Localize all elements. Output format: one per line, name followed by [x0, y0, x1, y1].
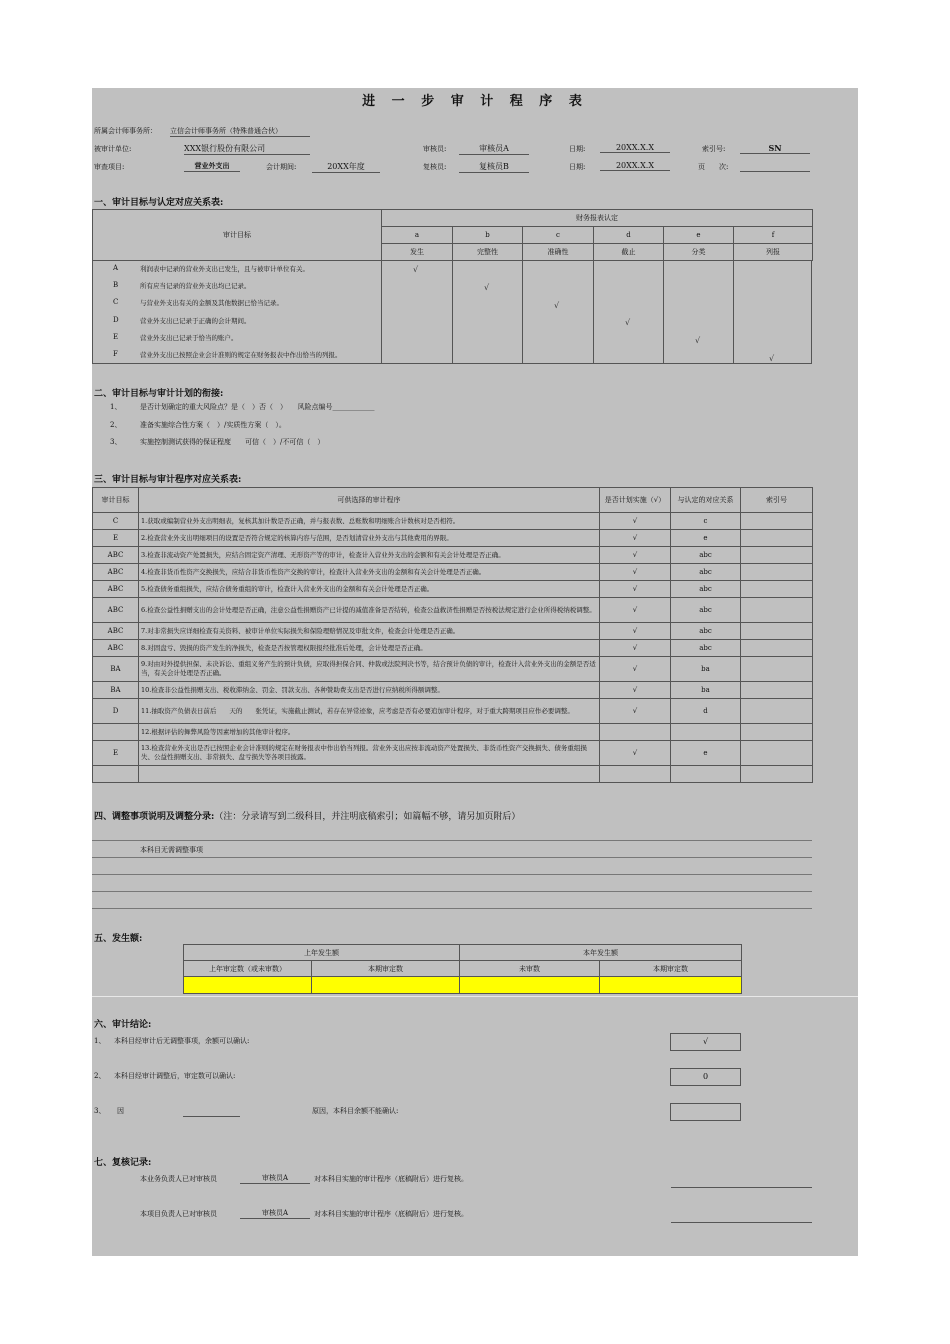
reason-blank[interactable] [183, 1116, 240, 1117]
amount-value-cell[interactable] [600, 977, 742, 994]
item-label: 审查项目: [94, 163, 125, 171]
procedure-plan: √ [600, 741, 671, 766]
reviewer-label: 复核员: [423, 163, 447, 171]
reviewer-value: 复核员B [459, 161, 529, 173]
amount-column-header: 未审数 [460, 961, 600, 977]
objective-id: F [113, 350, 118, 358]
col-plan: 是否计划实施（√） [600, 488, 671, 513]
conclusion-box[interactable]: √ [670, 1033, 741, 1051]
amount-column-header: 上年审定数（或未审数） [184, 961, 312, 977]
review-line-2-a: 本项目负责人已对审核员 [140, 1210, 217, 1218]
procedure-target: E [93, 530, 139, 547]
procedure-row [93, 513, 813, 530]
conclusion-text: 本科目经审计后无调整事项，余额可以确认: [114, 1037, 250, 1045]
procedure-index [741, 766, 813, 783]
entity-value: XXX银行股份有限公司 [184, 143, 310, 155]
assertion-letter: f [734, 227, 813, 244]
assertion-letter: a [382, 227, 453, 244]
procedure-assertion: abc [671, 547, 741, 564]
procedure-text [139, 766, 600, 783]
plan-item-text: 准备实施综合性方案（ ）/实质性方案（ ）。 [140, 420, 286, 429]
entity-label: 被审计单位: [94, 145, 132, 153]
assertion-body [92, 260, 812, 364]
procedure-text: 2.检查营业外支出明细项目的设置是否符合规定的核算内容与范围，是否划清营业外支出与其他费用的界限。 [139, 530, 600, 547]
assertion-letter: c [523, 227, 594, 244]
section3-heading: 三、审计目标与审计程序对应关系表: [94, 475, 242, 485]
procedure-text: 8.对固盘亏、毁损的资产发生的净损失，检查是否按管理权限报经批准后处理，会计处理是否正确。 [139, 640, 600, 657]
procedure-target: ABC [93, 581, 139, 598]
firm-label: 所属会计师事务所： [94, 127, 157, 135]
objective-id: B [113, 281, 119, 290]
amount-value-cell[interactable] [184, 977, 312, 994]
date1-label: 日期: [569, 145, 586, 153]
check-mark: √ [769, 354, 775, 363]
procedure-plan: √ [600, 581, 671, 598]
procedure-target: ABC [93, 598, 139, 623]
procedure-assertion [671, 724, 741, 741]
index-label: 索引号: [702, 145, 726, 153]
objective-id: D [113, 315, 119, 324]
date1-value: 20XX.X.X [600, 143, 670, 153]
objective-text: 利润表中记录的营业外支出已发生，且与被审计单位有关。 [140, 265, 309, 273]
procedure-index [741, 581, 813, 598]
procedure-plan: √ [600, 564, 671, 581]
procedure-row [93, 547, 813, 564]
objective-id: E [113, 332, 119, 341]
section4-heading: 四、调整事项说明及调整分录: [94, 812, 215, 822]
assertion-letter: d [594, 227, 664, 244]
procedure-text: 3.检查非流动资产处置损失，应结合固定资产清理、无形资产等的审计，检查计入营业外支出的金额和有关会计处理是否正确。 [139, 547, 600, 564]
procedure-index [741, 699, 813, 724]
column-divider [733, 261, 734, 363]
procedure-index [741, 657, 813, 682]
procedure-target: ABC [93, 640, 139, 657]
procedure-assertion: abc [671, 640, 741, 657]
procedure-assertion: abc [671, 564, 741, 581]
procedure-plan: √ [600, 547, 671, 564]
check-mark: √ [484, 282, 490, 292]
objective-text: 所有应当记录的营业外支出均已记录。 [140, 282, 251, 291]
procedure-text: 12.根据评估的舞弊风险等因素增加的其他审计程序。 [139, 724, 600, 741]
plan-item-text: 是否计划确定的重大风险点？是（ ）否（ ） 风险点编号____________ [140, 403, 375, 411]
item-value: 营业外支出 [184, 161, 240, 172]
assertion-letter: b [453, 227, 523, 244]
amount-column-header: 本期审定数 [600, 961, 742, 977]
page-label: 页 次: [698, 163, 729, 171]
procedure-plan [600, 724, 671, 741]
procedure-row [93, 699, 813, 724]
procedure-target: C [93, 513, 139, 530]
conclusion-text-2: 原因，本科目余额不能确认: [312, 1107, 399, 1115]
procedure-index [741, 564, 813, 581]
section2-heading: 二、审计目标与审计计划的衔接: [94, 389, 224, 399]
procedure-index [741, 623, 813, 640]
adjustment-line-1: 本科目无需调整事项 [140, 846, 203, 854]
procedure-plan: √ [600, 699, 671, 724]
assertion-letter: e [664, 227, 734, 244]
amount-table [183, 944, 742, 994]
procedure-assertion: d [671, 699, 741, 724]
procedure-plan: √ [600, 657, 671, 682]
firm-value: 立信会计师事务所（特殊普通合伙） [170, 126, 310, 137]
procedure-assertion: e [671, 741, 741, 766]
procedure-row [93, 564, 813, 581]
col-index: 索引号 [741, 488, 813, 513]
procedure-target [93, 766, 139, 783]
worksheet [92, 88, 858, 1256]
section5-heading: 五、发生额: [94, 934, 143, 944]
objective-text: 营业外支出已记录于正确的会计期间。 [140, 316, 251, 325]
conclusion-num: 2、 [94, 1072, 106, 1080]
assertion-name: 列报 [734, 244, 813, 261]
page-value [740, 161, 810, 172]
section6-heading: 六、审计结论: [94, 1020, 152, 1030]
conclusion-num: 1、 [94, 1037, 106, 1045]
procedure-row [93, 598, 813, 623]
check-mark: √ [413, 265, 419, 274]
procedure-assertion: e [671, 530, 741, 547]
period-label: 会计期间: [266, 163, 297, 171]
procedure-assertion: ba [671, 657, 741, 682]
assertion-name: 完整性 [453, 244, 523, 261]
review-line-1-b: 对本科目实施的审计程序（底稿附后）进行复核。 [314, 1175, 468, 1183]
plan-item-num: 3、 [110, 438, 122, 446]
assertion-name: 分类 [664, 244, 734, 261]
procedure-index [741, 547, 813, 564]
amount-column-header: 本期审定数 [312, 961, 460, 977]
procedure-assertion: abc [671, 598, 741, 623]
col-assertion: 与认定的对应关系 [671, 488, 741, 513]
procedure-row [93, 657, 813, 682]
objective-id: C [113, 298, 119, 307]
column-divider [522, 261, 523, 363]
amount-value-cell[interactable] [312, 977, 460, 994]
conclusion-text: 本科目经审计调整后，审定数可以确认: [114, 1072, 236, 1080]
procedure-index [741, 598, 813, 623]
procedure-plan: √ [600, 623, 671, 640]
auditor-label: 审核员: [423, 145, 447, 153]
procedure-row [93, 581, 813, 598]
procedure-text: 5.检查债务重组损失，应结合债务重组的审计，检查计入营业外支出的金额和有关会计处理是否正确。 [139, 581, 600, 598]
index-value: SN [740, 143, 810, 154]
this-year-header: 本年发生额 [460, 945, 742, 961]
conclusion-num: 3、 [94, 1107, 106, 1115]
section1-heading: 一、审计目标与认定对应关系表: [94, 198, 224, 208]
check-mark: √ [554, 300, 560, 310]
review-line-1-a: 本业务负责人已对审核员 [140, 1175, 217, 1183]
procedure-assertion: abc [671, 623, 741, 640]
procedure-assertion [671, 766, 741, 783]
procedure-target: D [93, 699, 139, 724]
check-mark: √ [695, 336, 701, 346]
procedure-text: 6.检查公益性捐赠支出的会计处理是否正确，注意公益性捐赠资产已计提的减值准备是否结转，检查公益救济性捐赠是否按税法规定进行企业所得税纳税调整。 [139, 598, 600, 623]
assertion-name: 发生 [382, 244, 453, 261]
procedure-plan: √ [600, 513, 671, 530]
plan-item-text: 实施控制测试获得的保证程度 可信（ ）/不可信（ ） [140, 438, 325, 446]
procedure-target: BA [93, 657, 139, 682]
amount-value-cell[interactable] [460, 977, 600, 994]
objective-text: 与营业外支出有关的金额及其他数据已恰当记录。 [140, 299, 283, 308]
plan-item-num: 1、 [110, 403, 122, 411]
assertion-table [92, 209, 813, 261]
procedure-row [93, 640, 813, 657]
period-value: 20XX年度 [312, 161, 380, 173]
col-procedure: 可供选择的审计程序 [139, 488, 600, 513]
review-line-1-name: 审核员A [240, 1173, 310, 1184]
procedure-text: 9.对由对外提供担保、未决诉讼、重组义务产生的预计负债，应取得担保合同、仲裁或法院判决书等，结合预计负债的审计，检查计入营业外支出的金额是否适当，有关会计处理是否正确。 [139, 657, 600, 682]
prev-year-header: 上年发生额 [184, 945, 460, 961]
procedure-target: ABC [93, 564, 139, 581]
conclusion-box[interactable]: 0 [670, 1068, 741, 1086]
procedure-row [93, 530, 813, 547]
procedure-plan: √ [600, 640, 671, 657]
section4-note: （注：分录请写到二级科目，并注明底稿索引；如篇幅不够，请另加页附后） [214, 812, 521, 822]
procedure-index [741, 741, 813, 766]
col-target: 审计目标 [93, 488, 139, 513]
procedure-plan: √ [600, 682, 671, 699]
column-divider [593, 261, 594, 363]
procedure-row [93, 623, 813, 640]
procedure-plan: √ [600, 530, 671, 547]
procedure-row [93, 741, 813, 766]
page-title: 进 一 步 审 计 程 序 表 [362, 94, 588, 109]
procedure-row [93, 766, 813, 783]
procedure-index [741, 530, 813, 547]
procedure-row [93, 682, 813, 699]
review-line-2-name: 审核员A [240, 1208, 310, 1219]
procedure-text: 10.检查非公益性捐赠支出、税收滞纳金、罚金、罚款支出、各种赞助费支出是否进行应纳税所得额调整。 [139, 682, 600, 699]
assertion-name: 截止 [594, 244, 664, 261]
review-line-2-b: 对本科目实施的审计程序（底稿附后）进行复核。 [314, 1210, 468, 1218]
section7-heading: 七、复核记录: [94, 1158, 152, 1168]
conclusion-text: 因 [117, 1107, 124, 1115]
procedure-assertion: c [671, 513, 741, 530]
procedure-plan [600, 766, 671, 783]
auditor-value: 审核员A [459, 143, 529, 155]
procedure-index [741, 640, 813, 657]
procedure-index [741, 682, 813, 699]
objective-id: A [113, 264, 119, 272]
procedure-target [93, 724, 139, 741]
column-divider [663, 261, 664, 363]
section4-title [94, 809, 520, 822]
objective-text: 营业外支出已按照企业会计准则的规定在财务报表中作出恰当的列报。 [140, 351, 342, 359]
procedure-target: E [93, 741, 139, 766]
assertion-group-header: 财务报表认定 [382, 210, 813, 227]
procedure-text: 1.获取或编制营业外支出明细表，复核其加计数是否正确，并与报表数、总账数和明细账合计数核对是否相符。 [139, 513, 600, 530]
assertion-name: 准确性 [523, 244, 594, 261]
column-divider [452, 261, 453, 363]
procedure-text: 11.抽取资产负债表日前后 天的 张凭证，实施截止测试，若存在异常迹象，应考虑是否有必要追加审计程序，对于重大跨期项目应作必要调整。 [139, 699, 600, 724]
procedure-row [93, 724, 813, 741]
objective-header: 审计目标 [93, 210, 382, 261]
procedure-index [741, 513, 813, 530]
procedure-plan: √ [600, 598, 671, 623]
conclusion-box[interactable] [670, 1103, 741, 1121]
procedure-index [741, 724, 813, 741]
column-divider [381, 261, 382, 363]
procedure-assertion: ba [671, 682, 741, 699]
plan-item-num: 2、 [110, 420, 122, 429]
procedure-text: 13.检查营业外支出是否已按照企业会计准则的规定在财务报表中作出恰当列报。营业外支出应按非流动资产处置损失、非货币性资产交换损失、债务重组损失、公益性捐赠支出、非常损失、盘亏损失等各项目披露。 [139, 741, 600, 766]
procedure-text: 4.检查非货币性资产交换损失，应结合非货币性资产交换的审计，检查计入营业外支出的金额和有关会计处理是否正确。 [139, 564, 600, 581]
procedure-text: 7.对非常损失应详细检查有关资料、被审计单位实际损失和保险理赔情况及审批文件，检查会计处理是否正确。 [139, 623, 600, 640]
procedure-target: ABC [93, 623, 139, 640]
procedure-table [92, 487, 813, 783]
date2-label: 日期: [569, 163, 586, 171]
procedure-target: BA [93, 682, 139, 699]
objective-text: 营业外支出已记录于恰当的账户。 [140, 333, 238, 342]
procedure-assertion: abc [671, 581, 741, 598]
date2-value: 20XX.X.X [600, 161, 670, 171]
check-mark: √ [625, 318, 631, 328]
procedure-target: ABC [93, 547, 139, 564]
